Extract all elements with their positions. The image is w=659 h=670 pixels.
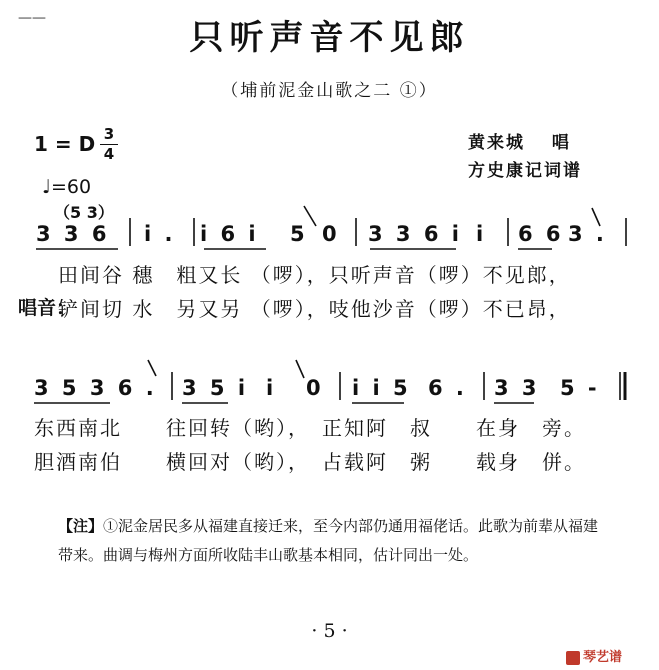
- time-signature-bottom: 4: [103, 145, 115, 163]
- notes-m10: 3 5 3 6 .: [34, 376, 157, 400]
- watermark-text: 琴艺谱: [583, 650, 623, 665]
- breath-mark: [304, 206, 316, 226]
- notes-m17: 5 -: [560, 376, 600, 400]
- notes-m1: 3 3 6: [36, 222, 110, 246]
- notes-m7: i: [476, 222, 487, 246]
- notes-m13: 0: [306, 376, 324, 400]
- notes-m9: 3 .: [568, 222, 607, 246]
- watermark-logo-icon: [566, 651, 580, 665]
- notes-m3: i 6 i: [200, 222, 259, 246]
- breath-mark: [592, 208, 600, 226]
- notes-m8: 6 6: [518, 222, 564, 246]
- corner-mark: ——: [18, 10, 46, 26]
- lyrics-line2-verse1: 东西南北 往回转（哟）， 正知阿 叔 在身 旁。: [34, 416, 586, 440]
- watermark: [566, 646, 622, 665]
- notes-m4: 5: [290, 222, 308, 246]
- breath-mark: [148, 360, 156, 376]
- footnote: [58, 512, 606, 570]
- time-signature-top: 3: [103, 125, 115, 143]
- key-signature: 1 = D: [34, 132, 96, 156]
- lyrics-line1-verse2: 铲间切 水 另又另 （啰），吱他沙音（啰）不已昂，: [58, 297, 571, 321]
- notes-m11: 3 5 i: [182, 376, 249, 400]
- credit-singer: 黄来城 唱: [468, 133, 571, 153]
- credit-recorder: 方史康记词谱: [468, 161, 582, 181]
- footnote-body: ①泥金居民多从福建直接迁来，至今内部仍通用福佬话。此歌为前辈从福建带来。曲调与梅州方面所收陆丰山歌基本相同，估计同出一处。: [58, 517, 599, 564]
- quarter-note-icon: ♩: [42, 176, 51, 198]
- footnote-tag: 【注】: [58, 517, 104, 535]
- breath-mark: [296, 360, 304, 378]
- song-subtitle: （埔前泥金山歌之二 ①）: [221, 81, 438, 101]
- page-number: · 5 ·: [311, 620, 348, 642]
- notes-m14: i i 5: [352, 376, 411, 400]
- lyrics-line2-verse2: 胆酒南伯 横回对（哟）， 占载阿 粥 载身 併。: [34, 450, 586, 474]
- notes-m16: 3 3: [494, 376, 540, 400]
- tempo-value: =60: [50, 176, 92, 198]
- notes-m6: 3 3 6 i: [368, 222, 462, 246]
- song-title: 只听声音不见郎: [189, 18, 470, 58]
- singer-label: 唱音：: [18, 297, 76, 319]
- grace-notes: （5 3）: [54, 203, 114, 222]
- notes-m2: i .: [144, 222, 176, 246]
- notes-m15: 6 .: [428, 376, 467, 400]
- notes-m5: 0: [322, 222, 340, 246]
- lyrics-line1-verse1: 田间谷 穗 粗又长 （啰），只听声音（啰）不见郎，: [58, 263, 571, 287]
- notes-m12: i: [266, 376, 277, 400]
